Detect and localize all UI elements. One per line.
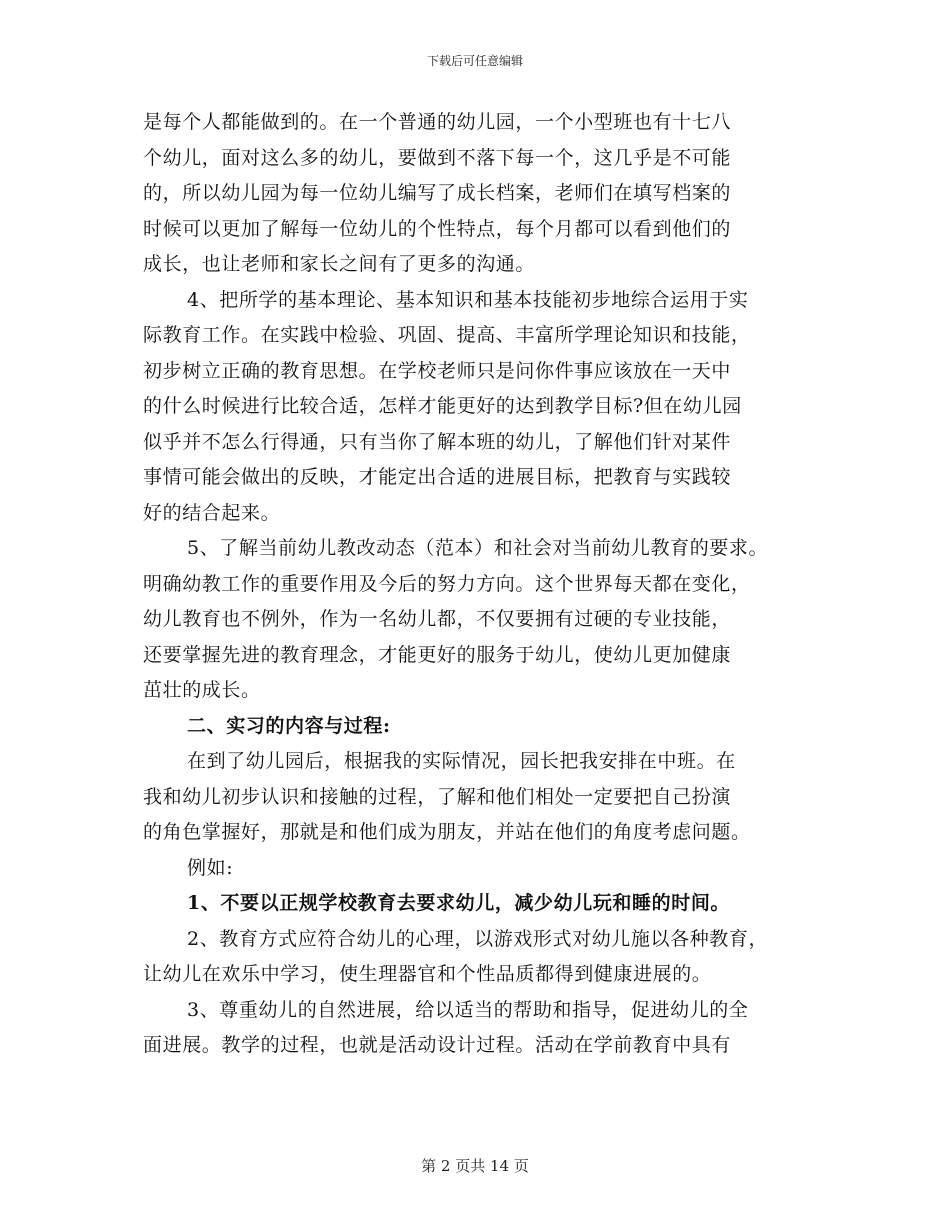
text-line: 成长，也让老师和家长之间有了更多的沟通。 bbox=[143, 253, 536, 275]
text-line: 5、了解当前幼儿教改动态（范本）和社会对当前幼儿教育的要求。 bbox=[187, 537, 769, 559]
text-line: 3、尊重幼儿的自然进展，给以适当的帮助和指导，促进幼儿的全 bbox=[187, 998, 749, 1021]
page-footer: 第 2 页共 14 页 bbox=[421, 1157, 529, 1175]
text-line: 的，所以幼儿园为每一位幼儿编写了成长档案，老师们在填写档案的 bbox=[143, 182, 732, 204]
text-line: 个幼儿，面对这么多的幼儿，要做到不落下每一个，这几乎是不可能 bbox=[143, 146, 732, 169]
text-line: 例如: bbox=[187, 856, 234, 879]
text-line: 事情可能会做出的反映，才能定出合适的进展目标，把教育与实践较 bbox=[143, 466, 732, 488]
text-line: 的角色掌握好，那就是和他们成为朋友，并站在他们的角度考虑问题。 bbox=[143, 821, 751, 843]
text-line: 面进展。教学的过程，也就是活动设计过程。活动在学前教育中具有 bbox=[143, 1034, 732, 1056]
text-line: 明确幼教工作的重要作用及今后的努力方向。这个世界每天都在变化， bbox=[143, 572, 751, 595]
text-line: 是每个人都能做到的。在一个普通的幼儿园，一个小型班也有十七八 bbox=[143, 111, 732, 133]
page-header: 下载后可任意编辑 bbox=[426, 54, 523, 68]
text-line: 2、教育方式应符合幼儿的心理，以游戏形式对幼儿施以各种教育， bbox=[187, 927, 769, 950]
text-line: 际教育工作。在实践中检验、巩固、提高、丰富所学理论知识和技能， bbox=[143, 324, 751, 346]
heading-line: 二、实习的内容与过程: bbox=[187, 714, 391, 737]
text-line: 时候可以更加了解每一位幼儿的个性特点，每个月都可以看到他们的 bbox=[143, 217, 732, 240]
heading-line: 1、不要以正规学校教育去要求幼儿，减少幼儿玩和睡的时间。 bbox=[187, 892, 731, 914]
text-line: 好的结合起来。 bbox=[143, 501, 281, 524]
text-line: 初步树立正确的教育思想。在学校老师只是问你件事应该放在一天中 bbox=[143, 359, 732, 382]
text-line: 似乎并不怎么行得通，只有当你了解本班的幼儿，了解他们针对某件 bbox=[143, 430, 732, 453]
document-body bbox=[143, 105, 813, 1064]
text-line: 的什么时候进行比较合适，怎样才能更好的达到教学目标?但在幼儿园 bbox=[143, 395, 742, 417]
text-line: 4、把所学的基本理论、基本知识和基本技能初步地综合运用于实 bbox=[187, 288, 749, 311]
text-line: 我和幼儿初步认识和接触的过程，了解和他们相处一定要把自己扮演 bbox=[143, 785, 732, 808]
text-line: 在到了幼儿园后，根据我的实际情况，园长把我安排在中班。在 bbox=[187, 750, 736, 772]
text-line: 茁壮的成长。 bbox=[143, 679, 261, 701]
text-line: 还要掌握先进的教育理念，才能更好的服务于幼儿，使幼儿更加健康 bbox=[143, 643, 732, 666]
text-line: 幼儿教育也不例外，作为一名幼儿都，不仅要拥有过硬的专业技能， bbox=[143, 608, 732, 630]
text-line: 让幼儿在欢乐中学习，使生理器官和个性品质都得到健康进展的。 bbox=[143, 963, 712, 985]
